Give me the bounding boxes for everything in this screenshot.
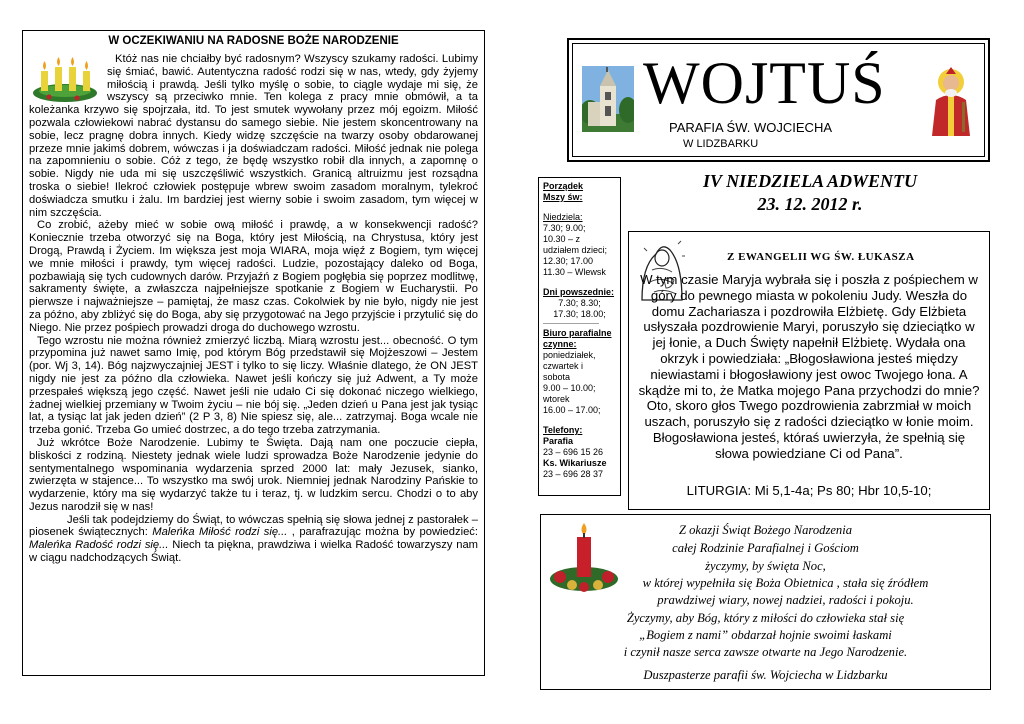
advent-candles-icon xyxy=(29,53,101,103)
article-paragraph-last xyxy=(29,514,478,565)
schedule-line: 7.30; 9.00; xyxy=(543,223,586,233)
schedule-line: 7.30; 8.30; xyxy=(558,298,601,308)
article-text: Niech ta piękna, prawdziwa i wielka Radość towarzyszy nam w ciągu nadchodzących Świąt. xyxy=(29,539,479,565)
article-paragraph: Tego wzrostu nie można również zmierzyć liczbą. Miarą wzrostu jest... obecność. O tym przypomina już nawet samo Imię, pod którym Bóg przedstawił się Mojżeszowi – Jestem (por. Wj 3, 14). Bóg najzwyczajniej JEST i tylko to się liczy. Właśnie dlatego, że ON JEST nigdy nie jest za późno dla człowieka. Nawet jeśli kończy się już Adwent, a Ty może przespałeś większą jego część. Nawet jeśli nie udało Ci się dokonać niczego wielkiego, żadnej wielkiej przemiany w Twoim życiu – nie bój się. „Jeden dzień u Pana jest jak tysiąc lat, a tysiąc lat jak jeden dzień” (2 P 3, 8) Nie spiesz się, ale... zatrzymaj. Boga wcale nie trzeba gonić. Trzeba Go umieć dostrzec, a do tego trzeba zatrzymania. xyxy=(29,334,478,437)
greeting-line: Życzymy, aby Bóg, który z miłości do człowieka stał się xyxy=(626,611,905,625)
masthead xyxy=(567,38,990,162)
sunday-date: 23. 12. 2012 r. xyxy=(757,194,863,214)
christmas-greetings-panel xyxy=(540,514,991,690)
greeting-line: życzymy, by święta Noc, xyxy=(705,559,826,573)
office-hours-line: sobota xyxy=(543,372,571,382)
schedule-line: 12.30; 17.00 xyxy=(543,256,594,266)
church-tower-icon xyxy=(582,66,634,137)
article-text: , parafrazując można by powiedzieć: xyxy=(291,526,478,539)
greeting-line: i czynił nasze serca zawsze otwarte na Jego Narodzenie. xyxy=(623,645,908,659)
schedule-line: 17.30; 18.00; xyxy=(553,309,606,319)
gospel-heading: Z EWANGELII WG ŚW. ŁUKASZA xyxy=(727,251,915,263)
office-hours-line: 16.00 – 17.00; xyxy=(543,405,601,415)
sunday-name: IV NIEDZIELA ADWENTU xyxy=(702,171,918,191)
parish-town: W LIDZBARKU xyxy=(683,138,759,150)
schedule-separator: ---------------------------- xyxy=(543,321,599,327)
greeting-line: prawdziwej wiary, nowej nadziei, radości i pokoju. xyxy=(657,593,914,607)
article-paragraph: Co zrobić, ażeby mieć w sobie ową miłość i prawdę, a w konsekwencji radość? Koniecznie trzeba otworzyć się na Boga, który jest Miłością, na Chrystusa, który jest Drogą, Prawdą i Życiem. Im większa jest moja WIARA, moja więź z Bogiem, tym więcej we mnie miłości i prawdy, tym więcej radości. Ludzie, pozostający daleko od Boga, pozbawiają się tych cudownych darów. Przyjaźń z Bogiem pogłębia się poprzez modlitwę, sakramenty święte, a zwłaszcza najpełniejsze spotkanie z Bogiem w Eucharystii. Po pierwsze i najważniejsze – pamiętaj, że masz czas. Cokolwiek by nie było, nigdy nie jest za późno, aby zbliżyć się do Boga, aby się przygotować na Jego przyjście i przytulić się do Niego. Nie przez pośpiech prowadzi droga do duchowego wzrostu. xyxy=(29,219,478,334)
office-label: Biuro parafialne xyxy=(543,328,612,338)
article-paragraph: Już wkrótce Boże Narodzenie. Lubimy te Święta. Dają nam one poczucie ciepła, bliskości z rodziną. Niestety jednak wiele ludzi sprowadza Boże Narodzenie jedynie do sentymentalnego wspominania wydarzenia sprzed 2000 lat: mały Jezusek, sianko, zwierzęta w stajence... To wszystko ma swój urok. Niemniej jednak Narodziny Pańskie to wydarzenie, który ma się wydarzyć także tu i teraz, tj. w ludzkim sercu. Chodzi o to aby Jezus narodził się w nas! xyxy=(29,436,478,513)
gospel-panel xyxy=(628,231,990,510)
office-hours-line: czwartek i xyxy=(543,361,584,371)
office-hours-line: 9.00 – 10.00; xyxy=(543,383,596,393)
weekday-mass-label: Dni powszednie: xyxy=(543,287,615,297)
schedule-line: udziałem dzieci; xyxy=(543,245,608,255)
vicars-phone: 23 – 696 28 37 xyxy=(543,469,604,479)
mass-schedule-panel xyxy=(538,177,621,496)
carol-quote: Maleńka Miłość rodzi się... xyxy=(152,526,292,539)
newsletter-title: WOJTUŚ xyxy=(643,50,886,116)
parish-phone: 23 – 696 15 26 xyxy=(543,447,604,457)
office-hours-line: wtorek xyxy=(543,394,570,404)
phones-label: Telefony: xyxy=(543,425,583,435)
office-hours-line: poniedziałek, xyxy=(543,350,596,360)
vicars-label: Ks. Wikariusze xyxy=(543,458,607,468)
carol-paraphrase: Maleńka Radość rodzi się... xyxy=(29,539,169,552)
schedule-heading: Porządek xyxy=(543,181,584,191)
sunday-heading xyxy=(690,170,930,216)
article-body xyxy=(29,53,478,565)
schedule-line: 11.30 – Wlewsk xyxy=(543,267,606,277)
article-text: Jeśli tak podejdziemy do Świąt, to wówczas spełnią się słowa jednej z pastorałek – piosenek świątecznych: xyxy=(29,513,478,539)
gospel-text: W tym czasie Maryja wybrała się i poszła z pośpiechem w góry do pewnego miasta w pokoleniu Judy. Weszła do domu Zachariasza i pozdrowiła Elżbietę. Gdy Elżbieta usłyszała pozdrowienie Maryi, poruszyło się dzieciątko w jej łonie, a Duch Święty napełnił Elżbietę. Wydała ona okrzyk i powiedziała: „Błogosławiona jesteś między niewiastami i błogosławiony jest owoc Twojego łona. A skądże mi to, że Matka mojego Pana przychodzi do mnie? Oto, skoro głos Twego pozdrowienia zabrzmiał w moich uszach, poruszyło się z radości dzieciątko w łonie moim. Błogosławiona jesteś, któraś uwierzyła, że spełnią się słowa powiedziane Ci od Pana”. xyxy=(638,272,980,461)
greeting-line: Z okazji Świąt Bożego Narodzenia xyxy=(678,523,853,537)
greeting-line: w której wypełniła się Boża Obietnica , stała się źródłem xyxy=(642,576,929,590)
saint-adalbert-icon xyxy=(926,66,976,141)
greeting-signature: Duszpasterze parafii św. Wojciecha w Lidzbarku xyxy=(643,668,888,682)
office-label: czynne: xyxy=(543,339,577,349)
article-paragraph: Któż nas nie chciałby być radosnym? Wszyscy szukamy radości. Lubimy się śmiać, bawić. Autentyczna radość rodzi się w nas, wtedy, gdy żyjemy miłością i prawdą. Jeśli tylko myślę o sobie, to ciągle wydaje mi się, że wszyscy są przeciwko mnie. Ten kolega z pracy mnie obmówił, a ta koleżanka krzywo się spojrzała, itd. To jest smutek wywołany przez mój egoizm. Miłość pozwala człowiekowi nabrać dystansu do samego siebie. Nie jestem skoncentrowany na sobie, lecz pragnę dobra innych. Kiedy widzę szczęście na twarzy osoby obdarowanej przeze mnie jakimś dobrem, wówczas i ja doświadczam radości. Miłość jednak nie polega na zapomnieniu o sobie. Cóż z tego, że będę wszystko robił dla innych, a zapomnę o sobie. Nigdy nie uda mi się uszczęśliwić wszystkich. Granicą altruizmu jest rozsądna troska o siebie! Ilekroć człowiek postępuje wbrew swoim zasadom moralnym, tylekroć doświadcza smutku i żalu. Im bardziej jest wierny sobie i swoim zasadom, tym więcej w nim szczęścia. xyxy=(29,53,478,219)
liturgy-readings: LITURGIA: Mi 5,1-4a; Ps 80; Hbr 10,5-10; xyxy=(686,483,932,498)
greeting-line: „Bogiem z nami” obdarzał hojnie swoimi łaskami xyxy=(639,628,892,642)
greeting-line: całej Rodzinie Parafialnej i Gościom xyxy=(672,541,859,555)
schedule-line: 10.30 – z xyxy=(543,234,581,244)
parish-phone-label: Parafia xyxy=(543,436,574,446)
parish-name: PARAFIA ŚW. WOJCIECHA xyxy=(669,120,833,135)
article-title: W OCZEKIWANIU NA RADOSNE BOŻE NARODZENIE xyxy=(108,35,399,47)
schedule-heading: Mszy św: xyxy=(543,192,583,202)
sunday-mass-label: Niedziela: xyxy=(543,212,583,222)
article-panel xyxy=(22,30,485,676)
